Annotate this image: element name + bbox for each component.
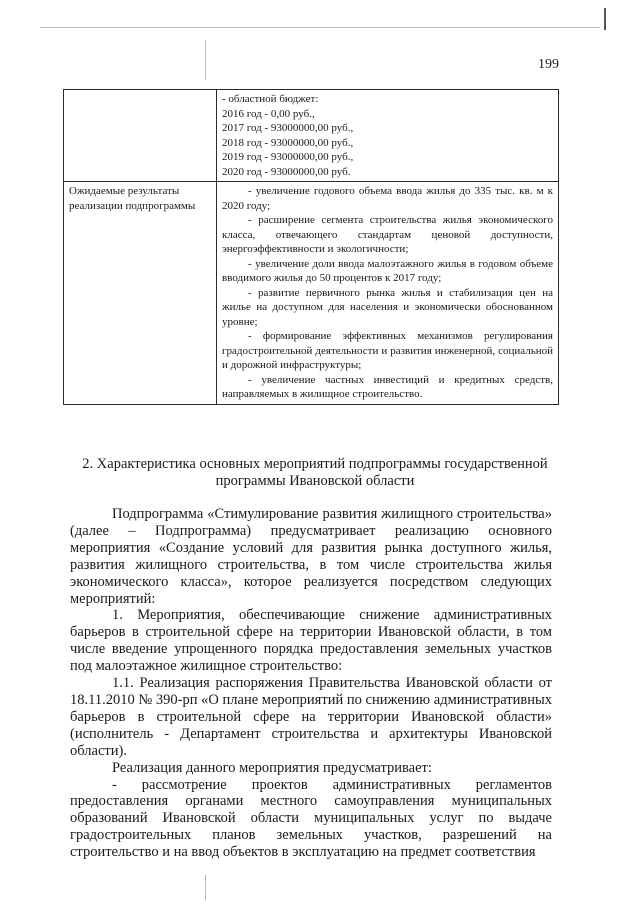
budget-line: - областной бюджет: [222,93,319,105]
result-item: - расширение сегмента строительства жилья экономического класса, отвечающего стандартам ценовой доступности, энергоэффективности и экологичности; [222,214,553,255]
result-item: - развитие первичного рынка жилья и стабилизация цен на жилье на доступном для населения и экономически обоснованном уровне; [222,286,553,328]
result-item: - формирование эффективных механизмов регулирования градостроительной деятельности и развития инженерной, социальной и дорожной инфраструктуры; [222,330,553,371]
scan-line-top [40,27,600,28]
results-value-cell [217,182,559,405]
body-paragraph: Подпрограмма «Стимулирование развития жилищного строительства» (далее – Подпрограмма) предусматривает реализацию основного мероприятия «Создание условий для развития рынка доступного жилья, развития жилищного строительства, в том числе строительства жилья экономического класса», которое реализуется посредством следующих мероприятий: [70,506,552,607]
results-label-cell: Ожидаемые результаты реализации подпрограммы [64,182,217,405]
scan-mark-bottom [205,875,206,900]
body-text [70,506,552,861]
budget-label-cell [64,90,217,182]
subprogram-passport-table [63,89,559,405]
body-paragraph: Реализация данного мероприятия предусматривает: [112,759,432,776]
table-row-results [64,182,559,405]
budget-line: 2018 год - 93000000,00 руб., [222,136,354,149]
result-item: - увеличение годового объема ввода жилья до 335 тыс. кв. м к 2020 году; [222,185,553,212]
body-paragraph: 1.1. Реализация распоряжения Правительства Ивановской области от 18.11.2010 № 390-рп «О плане мероприятий по снижению административных барьеров в строительной сфере на территории Ивановской области» (исполнитель - Департамент строительства и архитектуры Ивановской области). [70,675,552,759]
budget-value-cell [217,90,559,182]
budget-line: 2019 год - 93000000,00 руб., [222,151,354,163]
result-item: - увеличение доли ввода малоэтажного жилья в годовом объеме вводимого жилья до 50 процентов к 2017 году; [222,257,553,284]
scan-mark-top-right [604,8,606,30]
scan-mark-left [205,40,206,80]
result-item: - увеличение частных инвестиций и кредитных средств, направляемых в жилищное строительство. [222,373,553,400]
page-number: 199 [538,57,559,72]
body-paragraph: 1. Мероприятия, обеспечивающие снижение административных барьеров в строительной сфере на территории Ивановской области, в том числе введение упрощенного порядка предоставления земельных участков под малоэтажное жилищное строительство: [70,607,552,675]
budget-line: 2020 год - 93000000,00 руб. [222,165,351,178]
body-paragraph: - рассмотрение проектов административных регламентов предоставления органами местного самоуправления муниципальных образований Ивановской области муниципальных услуг по выдаче градостроительных планов земельных участков, разрешений на строительство и на ввод объектов в эксплуатацию на предмет соответствия [70,776,552,861]
budget-line: 2017 год - 93000000,00 руб., [222,122,354,134]
budget-line: 2016 год - 0,00 руб., [222,107,315,120]
section-heading: 2. Характеристика основных мероприятий подпрограммы государственной программы Ивановской области [82,456,548,489]
table-row-budget [64,90,559,182]
